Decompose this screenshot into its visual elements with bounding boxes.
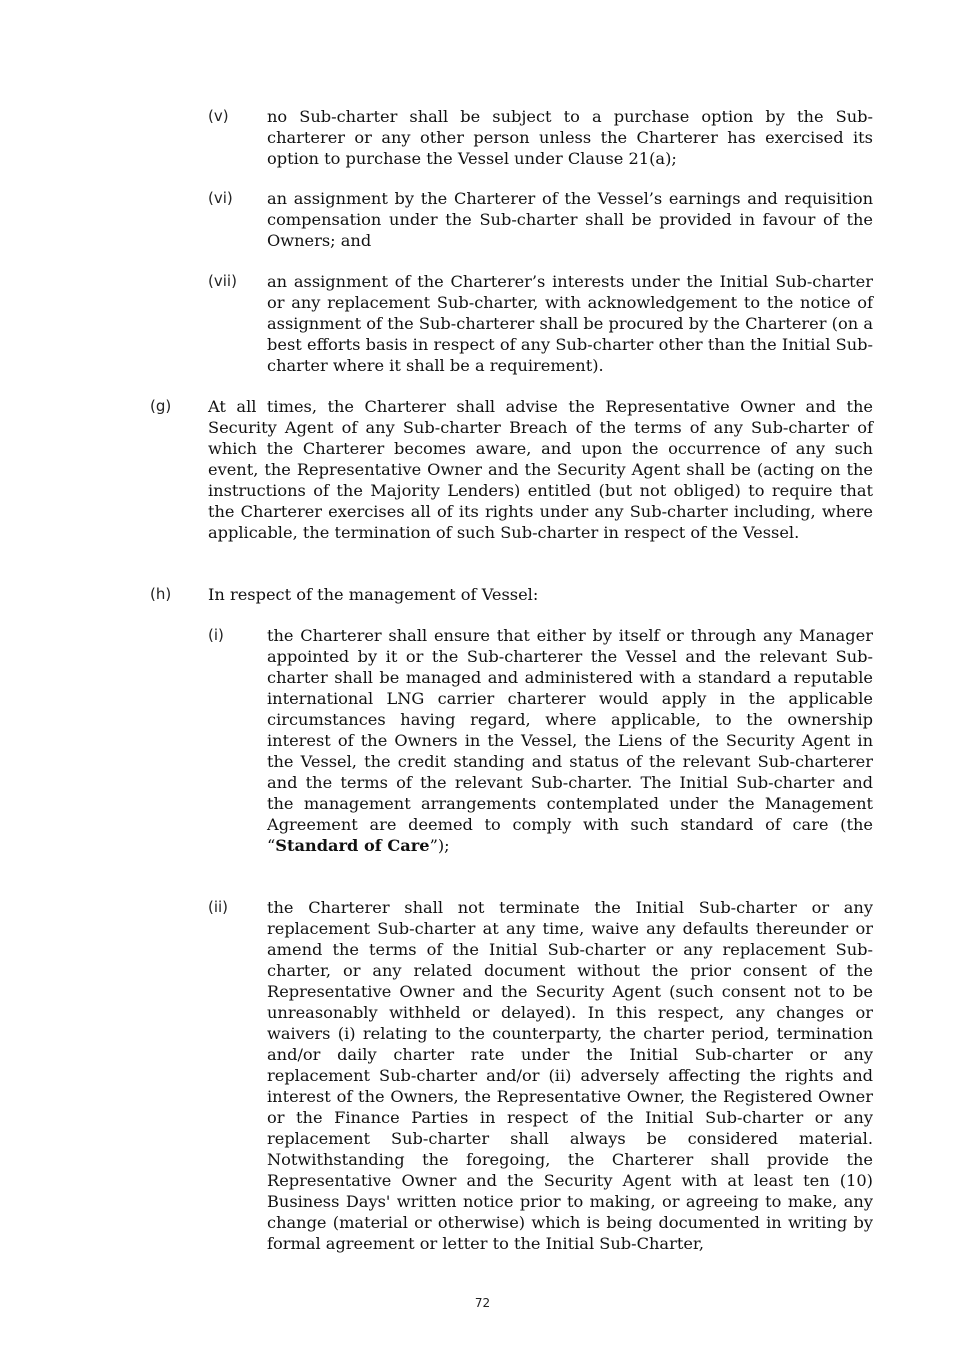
clause-text: no Sub-charter shall be subject to a purchase option by the Sub-charterer or any other person unless the Charterer has exercised its option to purchase the Vessel under Clause 21(a); xyxy=(267,107,873,168)
defined-term: Standard of Care xyxy=(275,836,430,855)
clause-text: the Charterer shall not terminate the Initial Sub-charter or any replacement Sub-charter at any time, waive any defaults thereunder or amend the terms of the Initial Sub-charter or any replacement Sub-charter, or any related document without the prior consent of the Representative Owner and the Security Agent (such consent not to be unreasonably withheld or delayed). In this respect, any changes or waivers (i) relating to the counterparty, the charter period, termination and/or daily charter rate under the Initial Sub-charter or any replacement Sub-charter and/or (ii) adversely affecting the rights and interest of the Owners, the Representative Owner, the Registered Owner or the Finance Parties in respect of the Initial Sub-charter or any replacement Sub-charter shall always be considered material. Notwithstanding the foregoing, the Charterer shall provide the Representative Owner and the Security Agent with at least ten (10) Business Days' written notice prior to making, or agreeing to make, any change (material or otherwise) which is being documented in writing by formal agreement or letter to the Initial Sub-Charter, xyxy=(267,898,873,1253)
clause-label: (v) xyxy=(208,107,229,125)
clause-text-after: ”); xyxy=(429,836,450,855)
clause-label: (ii) xyxy=(208,898,229,916)
clause-text xyxy=(267,625,873,856)
clause-label: (vii) xyxy=(208,272,237,290)
clause-label: (h) xyxy=(150,585,172,603)
clause-text: At all times, the Charterer shall advise the Representative Owner and the Security Agent of any Sub-charter Breach of the terms of any Sub-charter of which the Charterer becomes aware, and upon the occurrence of any such event, the Representative Owner and the Security Agent shall be (acting on the instructions of the Majority Lenders) entitled (but not obliged) to require that the Charterer exercises all of its rights under any Sub-charter including, where applicable, the termination of such Sub-charter in respect of the Vessel. xyxy=(208,397,873,542)
clause-text: an assignment by the Charterer of the Vessel’s earnings and requisition compensation under the Sub-charter shall be provided in favour of the Owners; and xyxy=(267,189,873,250)
page-number: 72 xyxy=(474,1296,491,1310)
clause-label: (g) xyxy=(150,397,172,415)
clause-text-before: the Charterer shall ensure that either by itself or through any Manager appointed by it or the Sub-charterer the Vessel and the relevant Sub-charter shall be managed and administered with a standard a reputable international LNG carrier charterer would apply in the applicable circumstances having regard, where applicable, to the ownership interest of the Owners in the Vessel, the Liens of the Security Agent in the Vessel, the credit standing and status of the relevant Sub-charterer and the terms of the relevant Sub-charter. The Initial Sub-charter and the management arrangements contemplated under the Management Agreement are deemed to comply with such standard of care (the “ xyxy=(267,626,873,855)
clause-label: (i) xyxy=(208,626,224,644)
clause-text: an assignment of the Charterer’s interests under the Initial Sub-charter or any replacement Sub-charter, with acknowledgement to the notice of assignment of the Sub-charterer shall be procured by the Charterer (on a best efforts basis in respect of any Sub-charter other than the Initial Sub-charter where it shall be a requirement). xyxy=(267,272,873,375)
clause-text: In respect of the management of Vessel: xyxy=(208,585,539,604)
clause-label: (vi) xyxy=(208,189,233,207)
